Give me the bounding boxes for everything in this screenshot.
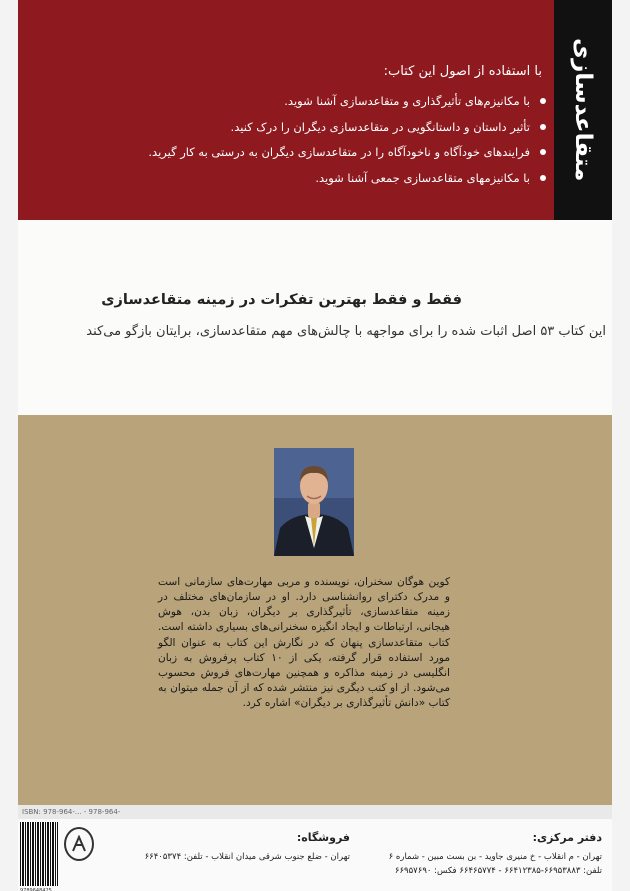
- bullet-dot-icon: [540, 175, 546, 181]
- principle-item: [48, 119, 546, 136]
- principle-text: با مکانیزمهای متقاعدسازی جمعی آشنا شوید.: [315, 171, 530, 186]
- bullet-dot-icon: [540, 124, 546, 130]
- principles-intro: با استفاده از اصول این کتاب:: [383, 64, 542, 79]
- gold-band: [18, 415, 612, 805]
- principle-text: فرایندهای خودآگاه و ناخودآگاه را در متقاعدسازی دیگران به درستی به کار گیرید.: [148, 145, 530, 160]
- author-photo: [274, 448, 354, 556]
- subheadline: این کتاب ۵۳ اصل اثبات شده را برای مواجهه با چالش‌های مهم متقاعدسازی، برایتان بازگو می‌کند: [86, 324, 606, 339]
- central-office-address: [389, 831, 602, 879]
- principles-section: [48, 64, 546, 196]
- author-portrait-image: [274, 448, 354, 556]
- publisher-logo-mark: [71, 835, 87, 853]
- principle-item: [48, 144, 546, 161]
- principle-item: [48, 93, 546, 110]
- barcode-icon: [20, 822, 58, 886]
- store-address: [145, 831, 350, 864]
- spine-title: متقاعدسازی: [570, 38, 596, 182]
- store-title: فروشگاه:: [296, 831, 350, 844]
- principle-item: [48, 170, 546, 187]
- bullet-dot-icon: [540, 98, 546, 104]
- central-office-title: دفتر مرکزی:: [532, 831, 602, 844]
- middle-white-band: [18, 220, 612, 415]
- spine-title-block: [554, 0, 612, 220]
- central-office-line: تهران - م انقلاب - خ منیری جاوید - بن بست مبین - شماره ۶: [388, 852, 602, 862]
- barcode-number: 9789648425: [20, 888, 52, 891]
- bullet-dot-icon: [540, 149, 546, 155]
- store-line: تهران - ضلع جنوب شرقی میدان انقلاب - تلفن: ۶۶۴۰۵۳۷۴: [144, 852, 350, 862]
- publisher-logo-icon: [64, 827, 94, 861]
- principles-list: [48, 93, 546, 187]
- book-back-cover: [18, 0, 612, 891]
- author-bio: کوین هوگان سخنران، نویسنده و مربی مهارت‌های سازمانی است و مدرک دکترای روانشناسی دارد. او در سازمان‌های مختلف در زمینه متقاعدسازی، تأثیرگذاری بر دیگران، زبان بدن، هوش هیجانی، ارتباطات و ایجاد انگیزه سخنرانی‌های بسیاری داشته است. کتاب متقاعدسازی پنهان که در نگارش این کتاب به عنوان الگو مورد استفاده قرار گرفته، یکی از ۱۰ کتاب پرفروش به زبان انگلیسی در زمینه مذاکره و همچنین مهارت‌های فروش محسوب می‌شود. از او کتب دیگری نیز منتشر شده که از آن جمله میتوان به کتاب «دانش تأثیرگذاری بر دیگران» اشاره کرد.: [158, 576, 450, 710]
- principle-text: با مکانیزم‌های تأثیرگذاری و متقاعدسازی آشنا شوید.: [284, 94, 530, 108]
- bottom-info-bar: [18, 805, 612, 891]
- central-office-line: تلفن: ۶۶۹۵۳۸۸۳-۶۶۴۱۲۳۸۵ - ۶۶۴۶۵۷۷۴ فکس: ۶۶۹۵۷۶۹۰: [394, 866, 602, 877]
- principle-text: تأثیر داستان و داستانگویی در متقاعدسازی دیگران را درک کنید.: [230, 119, 530, 134]
- headline: فقط و فقط بهترین تفکرات در زمینه متقاعدسازی: [101, 292, 462, 308]
- isbn-strip: ISBN: 978-964-... - 978-964-: [18, 805, 612, 819]
- top-red-band: [18, 0, 612, 220]
